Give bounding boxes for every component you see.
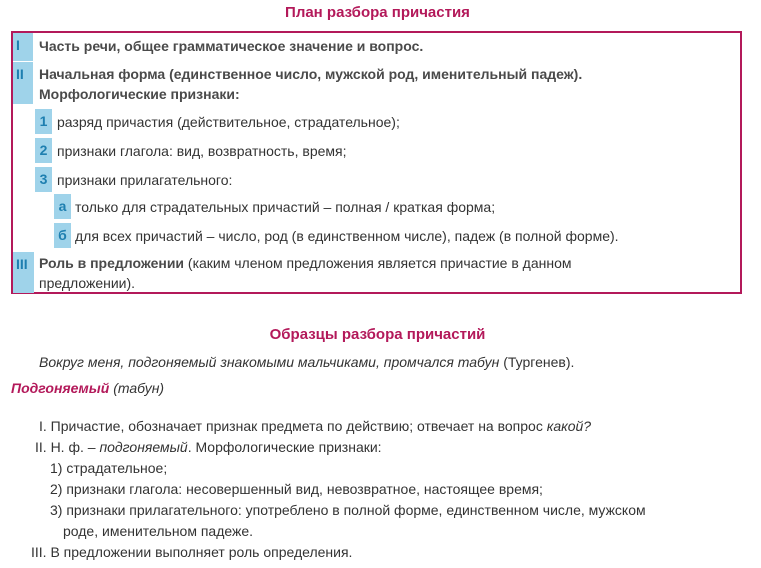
plan-sub-text-1: разряд причастия (действительное, страдательное); xyxy=(57,114,400,130)
plan-item-text-3b: предложении). xyxy=(39,275,136,291)
analysis-question: какой? xyxy=(546,418,592,434)
analysis-rest-2: . Морфологические признаки: xyxy=(187,439,382,455)
plan-item-text-2b: Морфологические признаки: xyxy=(39,86,240,102)
sample-sentence xyxy=(39,352,574,372)
plan-item-text-2a: Начальная форма (единственное число, мужской род, именительный падеж). xyxy=(39,66,583,82)
analysis-word-2: подгоняемый xyxy=(99,439,188,455)
analysis-num-1: I. xyxy=(39,418,47,434)
analysis-line-5b: роде, именительном падеже. xyxy=(63,523,254,539)
analysis-num-2: II. xyxy=(35,439,47,455)
plan-item-num-3: III xyxy=(13,252,34,293)
plan-item-num-2: II xyxy=(13,62,33,104)
plan-sub-text-3: признаки прилагательного: xyxy=(57,172,233,188)
analysis-num-6: III. xyxy=(31,544,47,560)
plan-item-text-3-rest: (каким членом предложения является причастие в данном xyxy=(184,255,572,271)
plan-sub-text-2: признаки глагола: вид, возвратность, время; xyxy=(57,143,347,159)
plan-sub-num-3: 3 xyxy=(35,167,52,192)
sample-word-note: (табун) xyxy=(109,380,165,396)
plan-subsub-text-b: для всех причастий – число, род (в единственном числе), падеж (в полной форме). xyxy=(75,228,619,244)
plan-subsub-text-a: только для страдательных причастий – полная / краткая форма; xyxy=(75,199,496,215)
analysis-line-5a: 3) признаки прилагательного: употреблено в полной форме, единственном числе, мужском xyxy=(50,502,646,518)
sample-word: Подгоняемый xyxy=(11,380,110,396)
plan-item-num-1: I xyxy=(13,33,33,61)
plan-item-text-1: Часть речи, общее грамматическое значение и вопрос. xyxy=(39,38,424,54)
plan-item-text-3a xyxy=(39,253,572,273)
plan-subsub-num-a: а xyxy=(54,194,71,219)
sample-word-line xyxy=(11,378,164,398)
analysis-line-3: 1) страдательное; xyxy=(50,460,168,476)
samples-title: Образцы разбора причастий xyxy=(269,326,486,343)
plan-item-text-3-bold: Роль в предложении xyxy=(39,255,185,271)
analysis-text-6: В предложении выполняет роль определения. xyxy=(50,544,353,560)
analysis-line-1 xyxy=(39,416,591,436)
analysis-text-1: Причастие, обозначает признак предмета по действию; отвечает на вопрос xyxy=(50,418,547,434)
analysis-line-6 xyxy=(31,542,352,562)
sample-sentence-text: Вокруг меня, подгоняемый знакомыми мальчиками, промчался табун xyxy=(39,354,500,370)
analysis-line-4: 2) признаки глагола: несовершенный вид, невозвратное, настоящее время; xyxy=(50,481,543,497)
analysis-line-2 xyxy=(35,437,382,457)
analysis-prefix-2: Н. ф. – xyxy=(50,439,100,455)
sample-source: (Тургенев). xyxy=(499,354,575,370)
plan-sub-num-2: 2 xyxy=(35,138,52,163)
plan-title: План разбора причастия xyxy=(285,4,470,21)
plan-subsub-num-b: б xyxy=(54,223,71,248)
plan-sub-num-1: 1 xyxy=(35,109,52,134)
